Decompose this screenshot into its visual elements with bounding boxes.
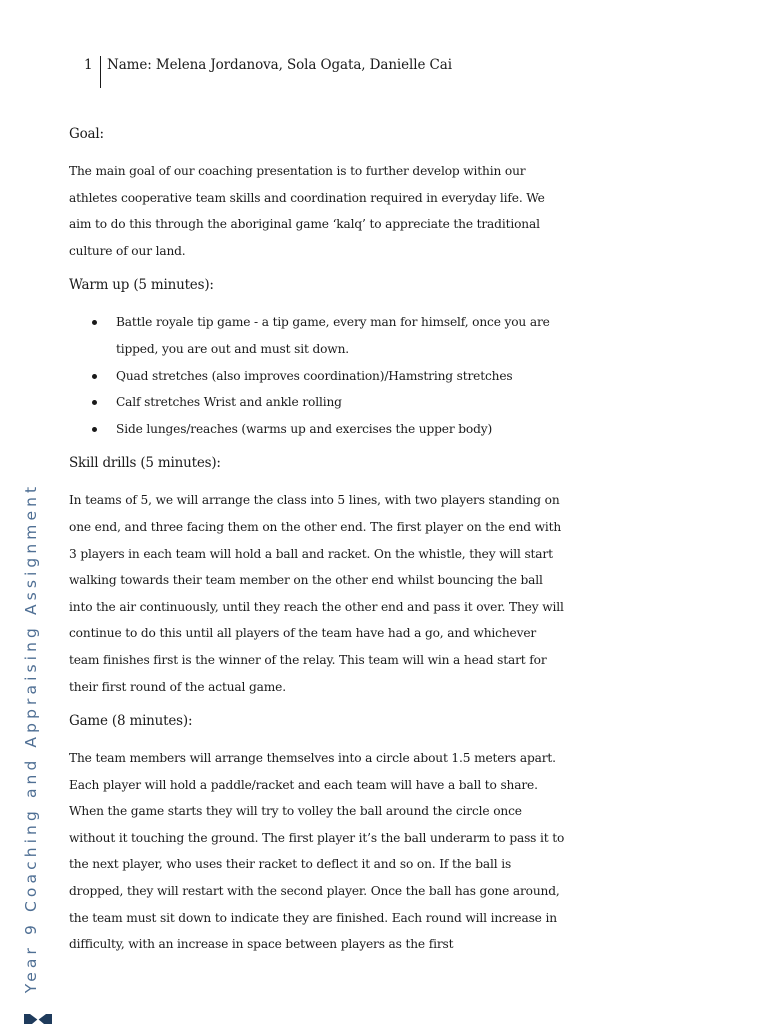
goal-paragraph: The main goal of our coaching presentation is to further develop within our athletes cooperative team skills and coordination required in everyday life. We aim to do this through the aboriginal game ‘kalq’ to appreciate the traditional culture of our land. <box>69 164 545 258</box>
list-item-text: Battle royale tip game - a tip game, every man for himself, once you are tipped, you are out and must sit down. <box>116 315 550 356</box>
document-body <box>69 124 569 969</box>
warm-up-list <box>69 309 569 442</box>
author-names: Name: Melena Jordanova, Sola Ogata, Danielle Cai <box>107 57 452 73</box>
game-paragraph: The team members will arrange themselves into a circle about 1.5 meters apart. Each player will hold a paddle/racket and each team will have a ball to share. When the game starts they will try to volley the ball around the circle once without it touching the ground. The first player it’s the ball underarm to pass it to the next player, who uses their racket to deflect it and so on. If the ball is dropped, they will restart with the second player. Once the ball has gone around, the team must sit down to indicate they are finished. Each round will increase in difficulty, with an increase in space between players as the first <box>69 751 565 952</box>
list-item-text: Calf stretches Wrist and ankle rolling <box>116 395 342 410</box>
page-number: 1 <box>84 57 93 73</box>
game-heading: Game (8 minutes): <box>69 713 193 730</box>
list-item <box>69 309 569 362</box>
list-item <box>69 416 569 443</box>
sidebar-title-text: Year 9 Coaching and Appraising Assignment <box>22 482 40 994</box>
bullet-icon <box>92 320 97 325</box>
bullet-icon <box>92 400 97 405</box>
bullet-icon <box>92 427 97 432</box>
list-item <box>69 363 569 390</box>
warm-up-heading: Warm up (5 minutes): <box>69 277 214 294</box>
chevron-logo-icon <box>24 1008 52 1024</box>
list-item-text: Quad stretches (also improves coordination)/Hamstring stretches <box>116 368 513 383</box>
sidebar-title <box>16 482 46 994</box>
list-item-text: Side lunges/reaches (warms up and exercises the upper body) <box>116 421 493 436</box>
bullet-icon <box>92 374 97 379</box>
header-divider <box>100 56 101 88</box>
list-item <box>69 389 569 416</box>
skill-drills-heading: Skill drills (5 minutes): <box>69 455 221 472</box>
goal-heading: Goal: <box>69 126 104 142</box>
document-header <box>84 56 452 88</box>
skill-drills-paragraph: In teams of 5, we will arrange the class into 5 lines, with two players standing on one end, and three facing them on the other end. The first player on the end with 3 players in each team will hold a ball and racket. On the whistle, they will start walking towards their team member on the other end whilst bouncing the ball into the air continuously, until they reach the other end and pass it over. They will continue to do this until all players of the team have had a go, and whichever team finishes first is the winner of the relay. This team will win a head start for their first round of the actual game. <box>69 493 564 694</box>
